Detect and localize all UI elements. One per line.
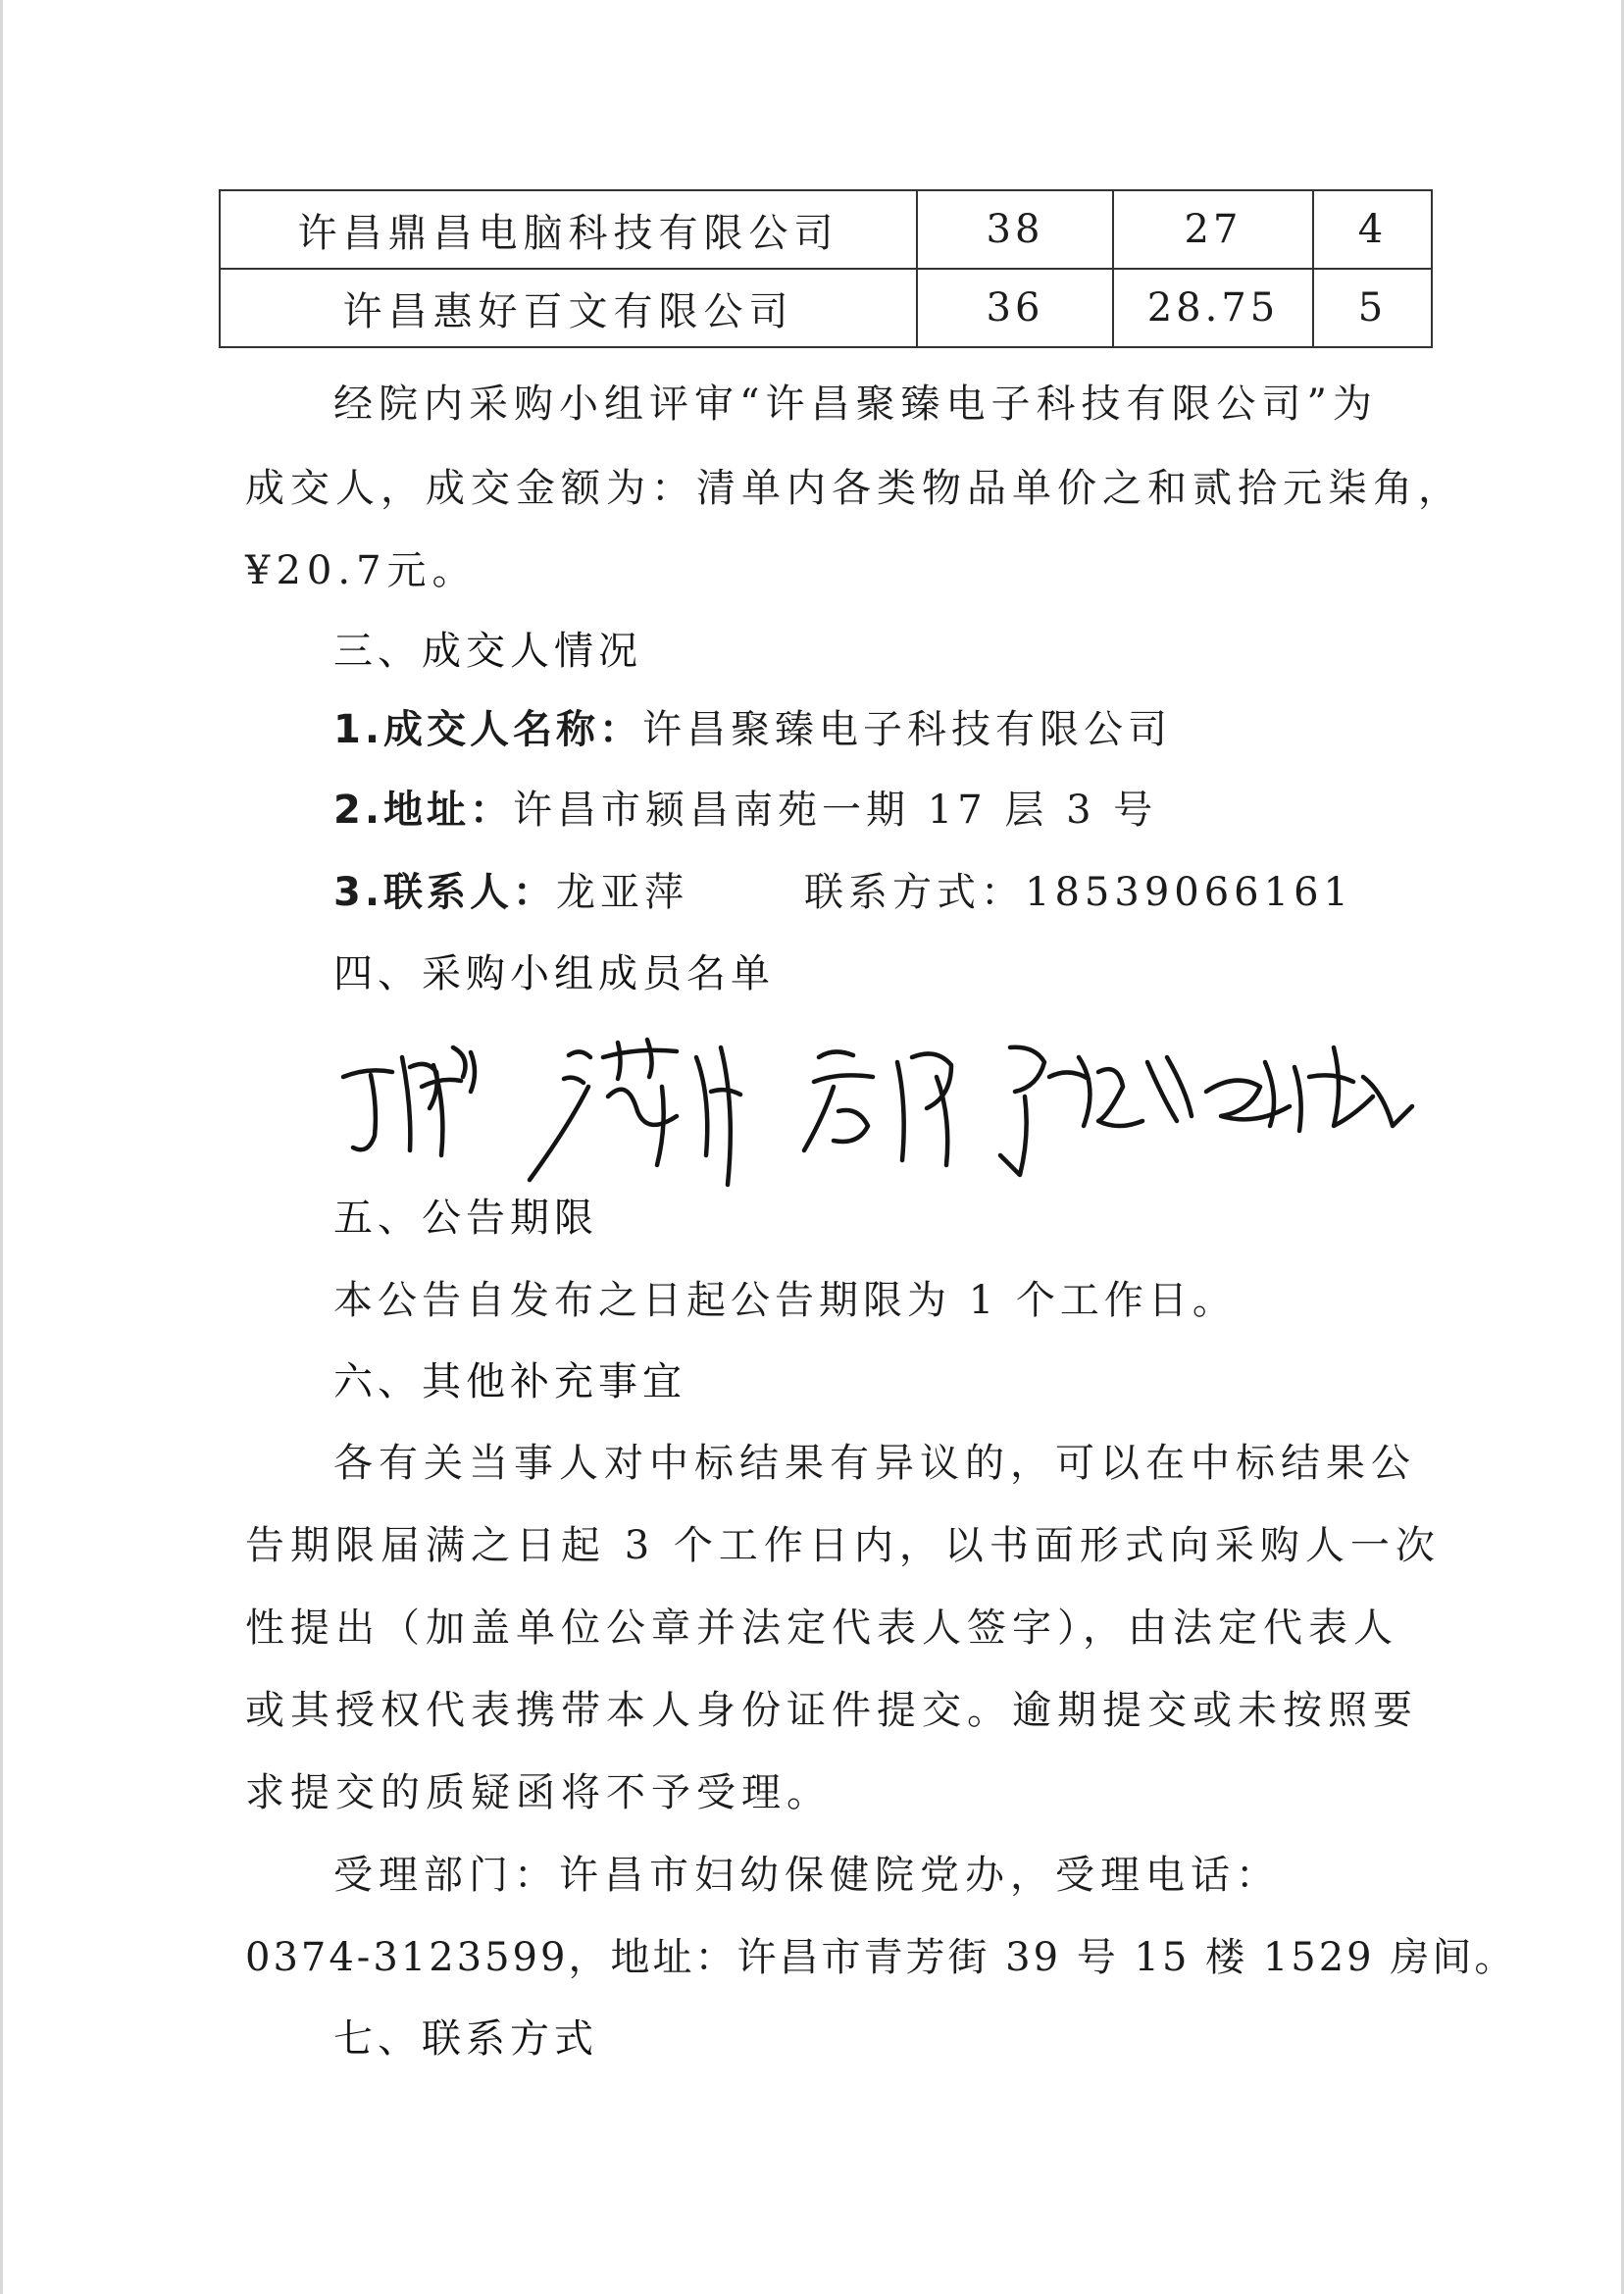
company-cell: 许昌鼎昌电脑科技有限公司	[220, 190, 917, 269]
winner-contact-label: 3.联系人：	[333, 870, 557, 915]
complaint-office-line-2: 0374-3123599，地址：许昌市青芳街 39 号 15 楼 1529 房间。	[245, 1935, 1517, 1980]
signature-4	[1000, 1047, 1192, 1175]
winner-contact-value: 龙亚萍	[556, 870, 689, 915]
section-6-heading: 六、其他补充事宜	[333, 1359, 686, 1404]
section-5-heading: 五、公告期限	[333, 1196, 598, 1241]
notice-period-text: 本公告自发布之日起公告期限为 1 个工作日。	[333, 1278, 1237, 1323]
signature-3	[804, 1051, 951, 1165]
signature-5	[1206, 1047, 1412, 1131]
signature-2	[530, 1040, 740, 1185]
price-cell: 28.75	[1113, 269, 1313, 347]
bid-results-table	[219, 189, 1433, 348]
award-line-1: 经院内采购小组评审“许昌聚臻电子科技有限公司”为	[333, 382, 1378, 427]
section-7-heading: 七、联系方式	[333, 2016, 598, 2062]
winner-address-value: 许昌市颍昌南苑一期 17 层 3 号	[513, 788, 1158, 833]
winner-name-value: 许昌聚臻电子科技有限公司	[642, 707, 1173, 752]
rank-cell: 5	[1313, 269, 1432, 347]
objection-line-5: 求提交的质疑函将不予受理。	[245, 1770, 832, 1815]
table-row	[220, 269, 1432, 347]
winner-phone-value: 18539066161	[1025, 870, 1353, 915]
winner-address-row	[333, 785, 1157, 836]
price-cell: 27	[1113, 190, 1313, 269]
winner-name-label: 1.成交人名称：	[333, 707, 643, 752]
signature-1	[343, 1047, 475, 1155]
objection-line-1: 各有关当事人对中标结果有异议的，可以在中标结果公	[333, 1441, 1416, 1486]
objection-line-3: 性提出（加盖单位公章并法定代表人签字），由法定代表人	[245, 1606, 1398, 1651]
table-row	[220, 190, 1432, 269]
objection-line-4: 或其授权代表携带本人身份证件提交。逾期提交或未按照要	[245, 1688, 1418, 1733]
complaint-office-line-1: 受理部门：许昌市妇幼保健院党办，受理电话：	[333, 1853, 1281, 1898]
winner-name-row	[333, 704, 1172, 755]
award-line-3: ¥20.7元。	[245, 548, 478, 593]
section-4-heading: 四、采购小组成员名单	[333, 951, 775, 996]
section-3-heading: 三、成交人情况	[333, 629, 642, 674]
winner-address-label: 2.地址：	[333, 788, 514, 833]
winner-contact-row	[333, 867, 1353, 918]
member-signatures	[324, 1018, 1442, 1190]
score-cell: 36	[917, 269, 1113, 347]
company-cell: 许昌惠好百文有限公司	[220, 269, 917, 347]
winner-phone-label: 联系方式：	[804, 870, 1026, 915]
rank-cell: 4	[1313, 190, 1432, 269]
score-cell: 38	[917, 190, 1113, 269]
scan-edge-left	[0, 0, 3, 2294]
award-line-2: 成交人，成交金额为：清单内各类物品单价之和贰拾元柒角，	[245, 466, 1463, 511]
objection-line-2: 告期限届满之日起 3 个工作日内，以书面形式向采购人一次	[245, 1523, 1441, 1568]
